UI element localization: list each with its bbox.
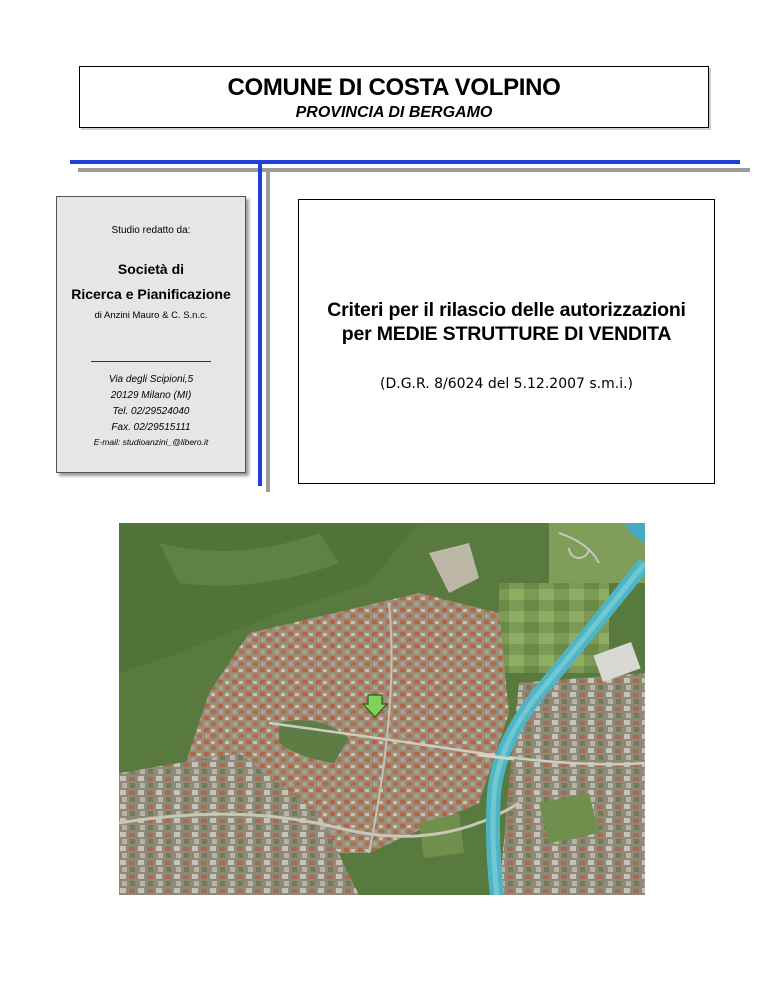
criteria-title-line1: Criteri per il rilascio delle autorizzazioni: [327, 299, 686, 321]
studio-label: Studio redatto da:: [111, 225, 191, 236]
vertical-blue-rule: [258, 160, 262, 486]
studio-city: 20129 Milano (MI): [110, 390, 192, 401]
studio-info-box: [56, 196, 246, 473]
studio-divider: [91, 361, 211, 362]
header-box: [79, 66, 709, 128]
studio-name-line2: Ricerca e Pianificazione: [71, 286, 231, 302]
studio-owner: di Anzini Mauro & C. S.n.c.: [94, 310, 208, 321]
vertical-rule-shadow: [266, 168, 270, 492]
studio-address: Via degli Scipioni,5: [108, 374, 194, 385]
studio-tel: Tel. 02/29524040: [112, 406, 190, 417]
studio-contact: [57, 372, 245, 436]
document-title: COMUNE DI COSTA VOLPINO: [227, 74, 561, 101]
criteria-reference: (D.G.R. 8/6024 del 5.12.2007 s.m.i.): [380, 376, 633, 392]
criteria-title-line2: per MEDIE STRUTTURE DI VENDITA: [341, 323, 672, 345]
horizontal-rule-shadow: [78, 168, 750, 172]
aerial-map-image: [119, 523, 645, 895]
studio-fax: Fax. 02/29515111: [111, 422, 191, 433]
studio-email: E-mail: studioanzini_@libero.it: [93, 437, 209, 447]
horizontal-blue-rule: [70, 160, 740, 164]
criteria-box: [298, 199, 715, 484]
aerial-map-svg: [119, 523, 645, 895]
criteria-title: [299, 298, 714, 346]
studio-name-line1: Società di: [117, 261, 185, 277]
document-subtitle: PROVINCIA DI BERGAMO: [295, 104, 493, 121]
